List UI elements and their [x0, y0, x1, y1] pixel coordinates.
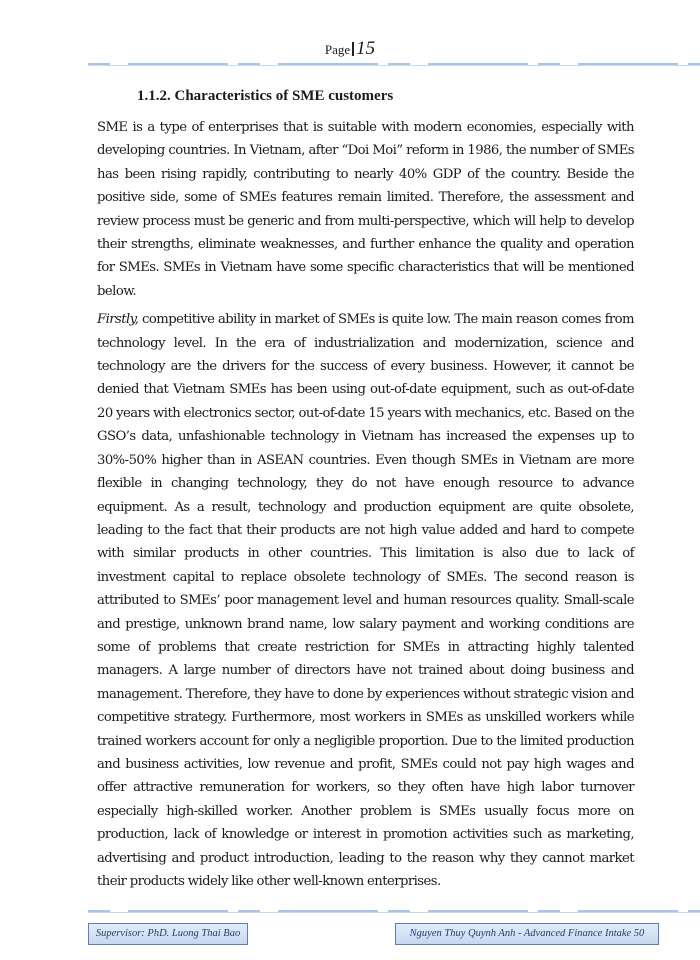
footer-author: Nguyen Thuy Quynh Anh - Advanced Finance Intake 50 [395, 923, 659, 945]
page-header [0, 38, 700, 60]
footer-rule-underline [88, 912, 700, 913]
paragraph-competitiveness-text: competitive ability in market of SMEs is quite low. The main reason comes from technology level. In the era of industrialization and modernization, science and technology are the drivers for the success of every business. However, it cannot be denied that Vietnam SMEs has been using out-of-date equipment, such as out-of-date 20 years with electronics sector, out-of-date 15 years with mechanics, etc. Based on the GSO’s data, unfashionable technology in Vietnam has increased the expenses up to 30%-50% higher than in ASEAN countries. Even though SMEs in Vietnam are more flexible in changing technology, they do not have enough resource to advance equipment. As a result, technology and production equipment are quite obsolete, leading to the fact that their products are not high value added and hard to compete with similar products in other countries. This limitation is also due to lack of investment capital to replace obsolete technology of SMEs. The second reason is attributed to SMEs’ poor management level and human resources quality. Small-scale and prestige, unknown brand name, low salary payment and working conditions are some of problems that create restriction for SMEs in attracting highly talented managers. A large number of directors have not trained about doing business and management. Therefore, they have to done by experiences without strategic vision and competitive strategy. Furthermore, most workers in SMEs as unskilled workers while trained workers account for only a negligible proportion. Due to the limited production and business activities, low revenue and profit, SMEs could not pay high wages and offer attractive remuneration for workers, so they often have high labor turnover especially high-skilled worker. Another problem is SMEs usually focus more on production, lack of knowledge or interest in promotion activities such as marketing, advertising and product introduction, leading to the reason why they cannot market their products widely like other well-known enterprises. [97, 312, 634, 889]
page-separator [352, 42, 354, 56]
page-label: Page [324, 42, 351, 57]
paragraph-intro: SME is a type of enterprises that is suitable with modern economies, especially with developing countries. In Vietnam, after “Doi Moi” reform in 1986, the number of SMEs has been rising rapidly, contributing to nearly 40% GDP of the country. Beside the positive side, some of SMEs features remain limited. Therefore, the assessment and review process must be generic and from multi-perspective, which will help to develop their strengths, eliminate weaknesses, and further enhance the quality and operation for SMEs. SMEs in Vietnam have some specific characteristics that will be mentioned below. [97, 120, 634, 299]
paragraph-lead-word: Firstly, [97, 312, 139, 328]
footer-supervisor: Supervisor: PhD. Luong Thai Bao [88, 923, 248, 945]
header-rule-underline [88, 65, 700, 66]
header-rule [88, 62, 700, 66]
body-content [97, 116, 634, 898]
paragraph-competitiveness [97, 308, 634, 893]
footer-rule [88, 909, 700, 913]
page-number: 15 [356, 38, 376, 59]
section-heading: 1.1.2. Characteristics of SME customers [137, 88, 394, 104]
